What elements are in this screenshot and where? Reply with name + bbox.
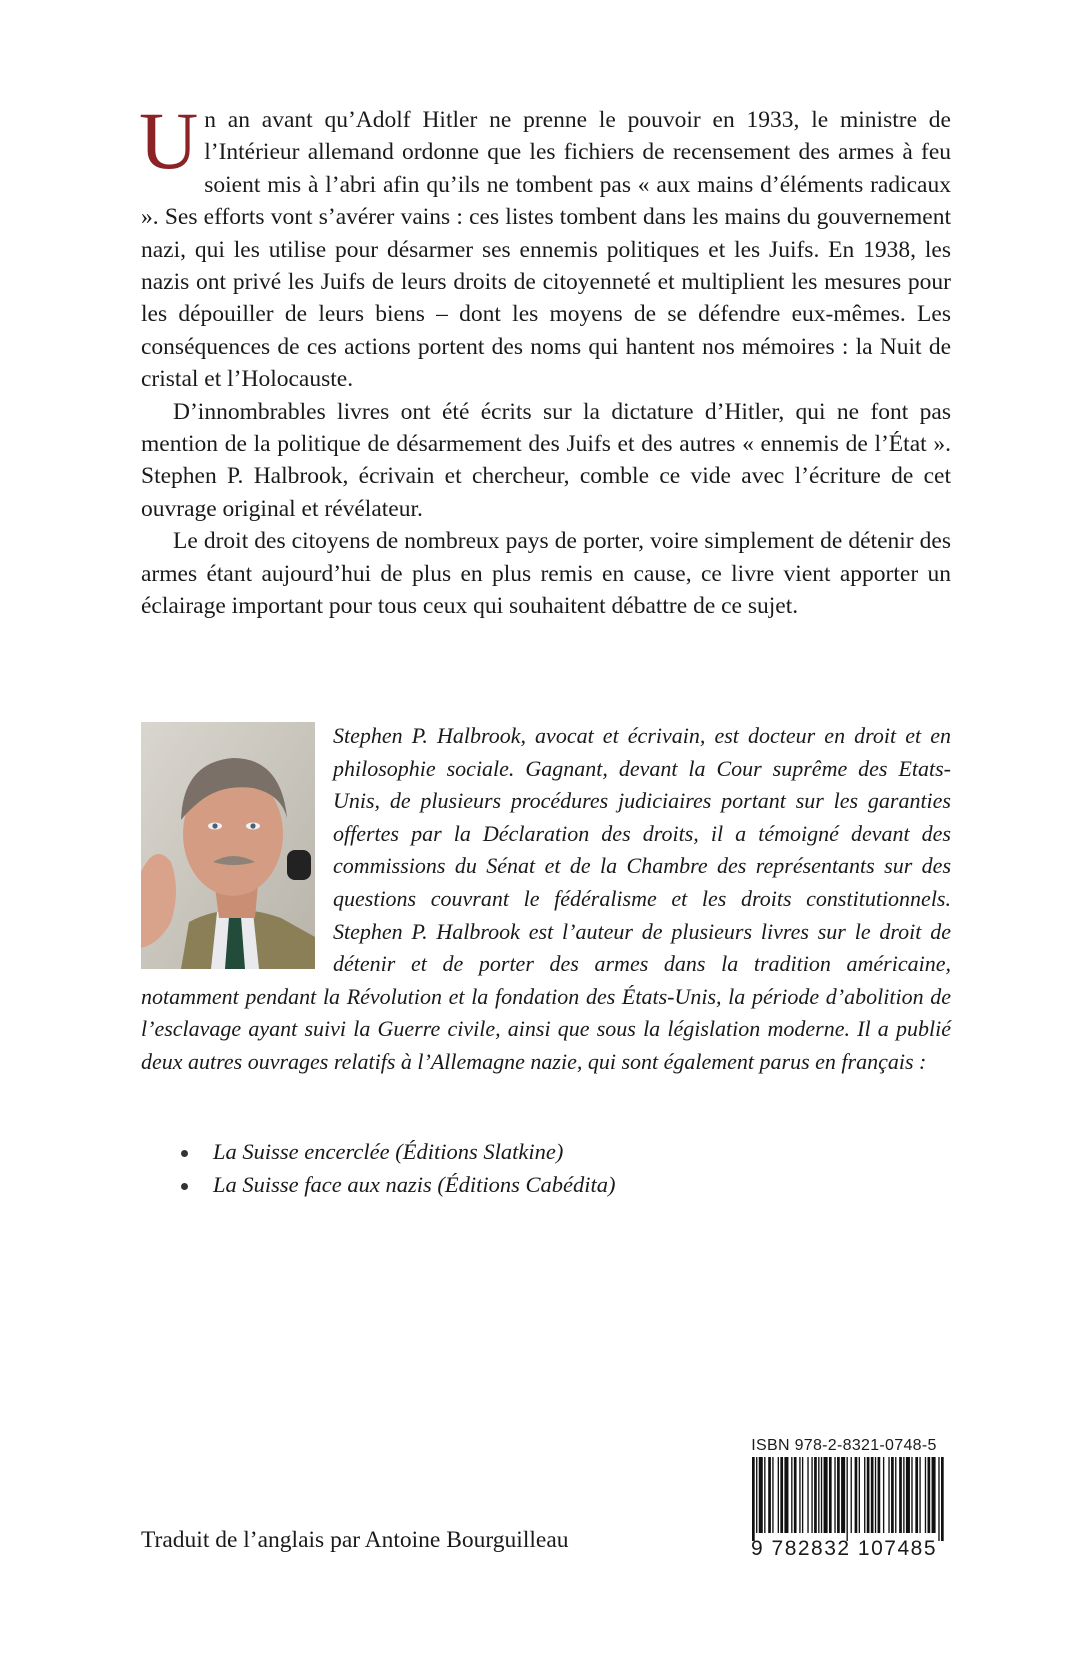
barcode-bar [928,1457,931,1533]
barcode-bar [855,1457,858,1533]
barcode-bar [837,1457,840,1533]
barcode-bar [938,1457,939,1541]
barcode-bar [941,1457,944,1541]
isbn-digits: 9 782832 107485 [751,1537,937,1560]
summary-paragraph-1 [139,95,951,396]
barcode-bar [768,1457,771,1533]
isbn-label: ISBN 978-2-8321-0748-5 [751,1437,937,1454]
barcode-bar [891,1457,894,1533]
back-cover-summary [139,95,951,623]
barcode-bar [784,1457,788,1533]
translator-credit: Traduit de l’anglais par Antoine Bourguilleau [141,1527,569,1553]
barcode-bar [778,1457,779,1533]
barcode-bar [925,1457,926,1533]
barcode-bar [864,1457,865,1533]
barcode-bars [738,1457,950,1545]
barcode-bar [919,1457,920,1533]
barcode-bar [772,1457,773,1533]
barcode-bar [814,1457,817,1533]
barcode-bar [911,1457,912,1533]
barcode-bar [871,1457,874,1533]
barcode-bar [818,1457,819,1533]
barcode-bar [794,1457,797,1533]
barcode-bar [899,1457,902,1533]
barcode-bar [752,1457,755,1541]
barcode-bar [906,1457,910,1533]
barcode-bar [895,1457,896,1533]
barcode-bar [867,1457,870,1533]
barcode-bar [875,1457,876,1533]
barcode-bar [811,1457,812,1533]
barcode-bar [791,1457,792,1533]
barcode-bar [780,1457,783,1533]
barcode-bar [903,1457,904,1533]
barcode-bar [878,1457,881,1533]
barcode-bar [859,1457,860,1533]
barcode-bar [764,1457,765,1533]
barcode-bar [932,1457,936,1533]
barcode-bar [829,1457,832,1533]
book-list [141,1135,951,1201]
list-item: La Suisse encerclée (Éditions Slatkine) [141,1135,951,1168]
barcode-bar [883,1457,884,1533]
drop-cap: U [139,95,199,186]
barcode-bar [802,1457,803,1533]
barcode-bar [759,1457,763,1533]
barcode-bar [824,1457,828,1533]
barcode-bar [915,1457,918,1533]
barcode-bar [834,1457,835,1533]
barcode-bar [821,1457,822,1533]
author-bio: Stephen P. Halbrook, avocat et écrivain, est docteur en droit et en philosophie sociale. Gagnant, devant la Cour suprême des Etats-Unis, de plusieurs procédures judiciaires portant sur les garanties offertes par la Déclaration des droits, il a témoigné devant des commissions du Sénat et de la Chambre des représentants sur des questions couvrant le fédéralisme et les droits constitutionnels. Stephen P. Halbrook est l’auteur de plusieurs livres sur le droit de détenir et de porter des armes dans la tradition américaine, notamment pendant la Révolution et la fondation des États-Unis, la période d’abolition de l’esclavage ayant suivi la Guerre civile, ainsi que sous la législation moderne. Il a publié deux autres ouvrages relatifs à l’Allemagne nazie, qui sont également parus en français : [141,723,951,1074]
barcode-bar [851,1457,852,1533]
barcode-bar [841,1457,845,1533]
summary-paragraph-1-text: n an avant qu’Adolf Hitler ne prenne le pouvoir en 1933, le ministre de l’Intérieur allemand ordonne que les fichiers de recensement des armes à feu soient mis à l’abri afin qu’ils ne tombent pas « aux mains d’éléments radicaux ». Ses efforts vont s’avérer vains : ces listes tombent dans les mains du gouvernement nazi, qui les utilise pour désarmer ses ennemis politiques et les Juifs. En 1938, les nazis ont privé les Juifs de leurs droits de citoyenneté et multiplient les mesures pour les dépouiller de leurs biens – dont les moyens de se défendre eux-mêmes. Les conséquences de ces actions portent des noms qui hantent nos mémoires : la Nuit de cristal et l’Holocauste. [141,107,951,393]
isbn-barcode [738,1437,950,1562]
summary-paragraph-3: Le droit des citoyens de nombreux pays de porter, voire simplement de détenir des armes étant aujourd’hui de plus en plus remis en cause, ce livre vient apporter un éclairage important pour tous ceux qui souhaitent débattre de ce sujet. [141,528,951,620]
barcode-bar [756,1457,757,1533]
summary-paragraph-2: D’innombrables livres ont été écrits sur la dictature d’Hitler, qui ne font pas mention de la politique de désarmement des Juifs et des autres « ennemis de l’État ». Stephen P. Halbrook, écrivain et chercheur, comble ce vide avec l’écriture de cet ouvrage original et révélateur. [141,398,951,522]
author-photo [141,722,315,969]
list-item: La Suisse face aux nazis (Éditions Cabédita) [141,1168,951,1201]
author-section [141,720,951,1079]
barcode-bar [888,1457,889,1533]
barcode-bar [799,1457,800,1533]
barcode-bar [807,1457,808,1533]
barcode-bar [847,1457,848,1541]
